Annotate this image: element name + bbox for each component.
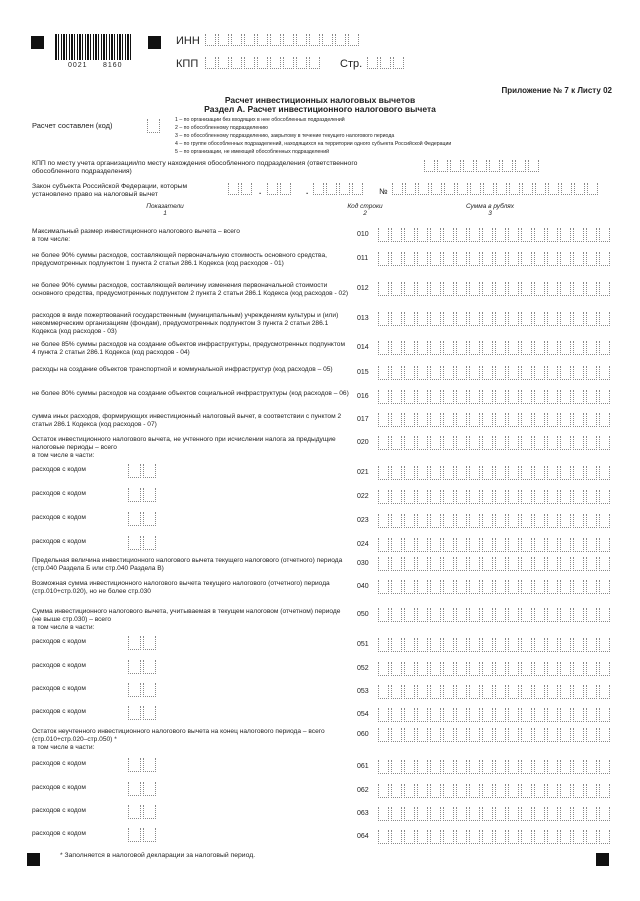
sum-field-022[interactable] xyxy=(378,490,612,504)
row-code-011: 011 xyxy=(357,255,369,262)
row-label-061: расходов с кодом xyxy=(32,760,86,767)
sum-field-023[interactable] xyxy=(378,514,612,528)
row-label-051: расходов с кодом xyxy=(32,638,86,645)
kpp-label: КПП xyxy=(176,58,199,70)
sum-field-050[interactable] xyxy=(378,608,612,622)
kpp-branch-field[interactable] xyxy=(424,160,541,172)
sum-field-010[interactable] xyxy=(378,228,612,242)
expense-code-field-022[interactable] xyxy=(128,488,158,502)
row-code-060: 060 xyxy=(357,731,369,738)
appendix-label: Приложение № 7 к Листу 02 xyxy=(501,86,612,95)
calc-option-2: 2 – по обособленному подразделению xyxy=(175,125,268,131)
row-label-014: не более 85% суммы расходов на создание объектов инфраструктуры, предусмотренных подпунктом 4 пункта 2 статьи 286.1 Кодекса (код расходов - 04) xyxy=(32,341,345,356)
sum-field-012[interactable] xyxy=(378,282,612,296)
row-code-050: 050 xyxy=(357,611,369,618)
barcode-number-right: 8160 xyxy=(103,62,123,69)
row-code-015: 015 xyxy=(357,369,369,376)
row-label-013: расходов в виде пожертвований государственным (муниципальным) учреждениям культуры и (или) некоммерческим организациям (фондам), предусмотренных подпунктом 3 пункта 2 статьи 286.1 Кодекса (код расходов - 03) xyxy=(32,312,339,335)
row-code-010: 010 xyxy=(357,231,369,238)
row-code-030: 030 xyxy=(357,560,369,567)
sum-field-016[interactable] xyxy=(378,390,612,404)
expense-code-field-054[interactable] xyxy=(128,706,158,720)
row-label-052: расходов с кодом xyxy=(32,662,86,669)
registration-marker-top-right xyxy=(148,36,161,49)
row-label-062: расходов с кодом xyxy=(32,784,86,791)
sum-field-013[interactable] xyxy=(378,312,612,326)
inn-label: ИНН xyxy=(176,35,200,47)
sum-field-021[interactable] xyxy=(378,466,612,480)
row-label-050: Сумма инвестиционного налогового вычета, учитываемая в текущем налоговом (отчетном) периоде (не выше стр.030) – всего в том числе в части: xyxy=(32,608,341,631)
expense-code-field-064[interactable] xyxy=(128,828,158,842)
calc-code-field[interactable] xyxy=(147,119,162,133)
kpp-field[interactable] xyxy=(205,57,322,69)
sum-field-017[interactable] xyxy=(378,413,612,427)
sum-field-020[interactable] xyxy=(378,436,612,450)
sum-field-054[interactable] xyxy=(378,708,612,722)
footnote: * Заполняется в налоговой декларации за налоговый период. xyxy=(60,852,256,859)
law-date-year-field[interactable] xyxy=(313,183,365,195)
expense-code-field-024[interactable] xyxy=(128,536,158,550)
sum-field-063[interactable] xyxy=(378,807,612,821)
expense-code-field-061[interactable] xyxy=(128,758,158,772)
row-code-022: 022 xyxy=(357,493,369,500)
sum-field-061[interactable] xyxy=(378,760,612,774)
row-label-021: расходов с кодом xyxy=(32,466,86,473)
row-code-052: 052 xyxy=(357,665,369,672)
row-label-010: Максимальный размер инвестиционного налогового вычета – всего в том числе: xyxy=(32,228,240,243)
law-date-separator-2: . xyxy=(306,187,309,196)
row-code-017: 017 xyxy=(357,416,369,423)
registration-marker-bottom-left xyxy=(27,853,40,866)
expense-code-field-051[interactable] xyxy=(128,636,158,650)
row-code-013: 013 xyxy=(357,315,369,322)
sum-field-014[interactable] xyxy=(378,341,612,355)
sum-field-024[interactable] xyxy=(378,538,612,552)
row-label-030: Предельная величина инвестиционного налогового вычета текущего налогового (отчетного) периода (стр.040 Раздела Б или стр.040 Раздела В) xyxy=(32,557,343,572)
row-code-053: 053 xyxy=(357,688,369,695)
sum-field-053[interactable] xyxy=(378,685,612,699)
calc-option-1: 1 – по организации без входящих в нее обособленных подразделений xyxy=(175,117,345,123)
law-date-month-field[interactable] xyxy=(267,183,293,195)
law-date-day-field[interactable] xyxy=(228,183,254,195)
row-code-020: 020 xyxy=(357,439,369,446)
calc-code-options xyxy=(175,116,451,156)
calc-code-label: Расчет составлен (код) xyxy=(32,121,113,130)
row-label-023: расходов с кодом xyxy=(32,514,86,521)
row-code-012: 012 xyxy=(357,285,369,292)
expense-code-field-063[interactable] xyxy=(128,805,158,819)
row-code-024: 024 xyxy=(357,541,369,548)
row-code-064: 064 xyxy=(357,833,369,840)
law-number-sign: № xyxy=(379,187,388,196)
inn-field[interactable] xyxy=(205,34,361,46)
calc-option-3: 3 – по обособленному подразделению, закрытому в течение текущего налогового периода xyxy=(175,133,395,139)
sum-field-052[interactable] xyxy=(378,662,612,676)
row-label-012: не более 90% суммы расходов, составляющей величину изменения первоначальной стоимости основного средства, предусмотренных подпунктом 2 пункта 2 статьи 286.1 Кодекса (код расходов - 02) xyxy=(32,282,349,297)
row-code-021: 021 xyxy=(357,469,369,476)
registration-marker-top-left xyxy=(31,36,44,49)
row-code-040: 040 xyxy=(357,583,369,590)
sum-field-015[interactable] xyxy=(378,366,612,380)
sum-field-062[interactable] xyxy=(378,784,612,798)
row-label-024: расходов с кодом xyxy=(32,538,86,545)
barcode-number-left: 0021 xyxy=(68,62,88,69)
row-code-061: 061 xyxy=(357,763,369,770)
row-label-053: расходов с кодом xyxy=(32,685,86,692)
registration-marker-bottom-right xyxy=(596,853,609,866)
sum-field-011[interactable] xyxy=(378,252,612,266)
row-label-017: сумма иных расходов, формирующих инвестиционный налоговый вычет, в соответствии с пунктом 2 статьи 286.1 Кодекса (код расходов - 07) xyxy=(32,413,342,428)
column-header-sum: Сумма в рублях 3 xyxy=(465,203,515,217)
sum-field-051[interactable] xyxy=(378,638,612,652)
row-label-022: расходов с кодом xyxy=(32,490,86,497)
row-label-016: не более 80% суммы расходов на создание объектов социальной инфраструктуры (код расходов – 06) xyxy=(32,390,349,397)
page-label: Стр. xyxy=(340,58,363,70)
row-code-014: 014 xyxy=(357,344,369,351)
row-code-023: 023 xyxy=(357,517,369,524)
law-number-field[interactable] xyxy=(392,183,600,195)
barcode-image xyxy=(55,34,131,60)
expense-code-field-021[interactable] xyxy=(128,464,158,478)
sum-field-060[interactable] xyxy=(378,728,612,742)
expense-code-field-053[interactable] xyxy=(128,683,158,697)
sum-field-064[interactable] xyxy=(378,830,612,844)
calc-option-4: 4 – по группе обособленных подразделений, находящихся на территории одного субъекта Российской Федерации xyxy=(175,141,452,147)
row-label-060: Остаток неучтенного инвестиционного налогового вычета на конец налогового периода – всего (стр.010+стр.020–стр.050) * в том числе в части: xyxy=(32,728,325,751)
row-code-051: 051 xyxy=(357,641,369,648)
law-date-separator-1: . xyxy=(259,187,262,196)
sum-field-040[interactable] xyxy=(378,580,612,594)
page-number-field[interactable] xyxy=(367,57,406,69)
law-label: Закон субъекта Российской Федерации, которым установлено право на налоговый вычет xyxy=(32,183,188,198)
row-label-040: Возможная сумма инвестиционного налогового вычета текущего налогового (отчетного) периода (стр.010+стр.020), но не более стр.030 xyxy=(32,580,330,595)
column-header-code: Код строки 2 xyxy=(347,203,383,217)
expense-code-field-062[interactable] xyxy=(128,782,158,796)
row-code-054: 054 xyxy=(357,711,369,718)
row-label-020: Остаток инвестиционного налогового вычета, не учтенного при исчислении налога за предыдущие налоговые периоды – всего в том числе в части: xyxy=(32,436,336,459)
section-title: Раздел А. Расчет инвестиционного налогового вычета xyxy=(204,104,436,114)
row-label-063: расходов с кодом xyxy=(32,807,86,814)
row-label-054: расходов с кодом xyxy=(32,708,86,715)
row-code-063: 063 xyxy=(357,810,369,817)
form-title: Расчет инвестиционных налоговых вычетов xyxy=(224,95,416,105)
row-code-016: 016 xyxy=(357,393,369,400)
row-label-015: расходы на создание объектов транспортной и коммунальной инфраструктур (код расходов – 05) xyxy=(32,366,333,373)
sum-field-030[interactable] xyxy=(378,557,612,571)
row-label-064: расходов с кодом xyxy=(32,830,86,837)
expense-code-field-023[interactable] xyxy=(128,512,158,526)
kpp-branch-label: КПП по месту учета организации/по месту нахождения обособленного подразделения (ответственного обособленного подразделения) xyxy=(32,160,358,175)
row-label-011: не более 90% суммы расходов, составляющей первоначальную стоимость основного средства, предусмотренных подпунктом 1 пункта 2 статьи 286.1 Кодекса (код расходов - 01) xyxy=(32,252,327,267)
column-header-indicators: Показатели 1 xyxy=(146,203,184,217)
expense-code-field-052[interactable] xyxy=(128,660,158,674)
row-code-062: 062 xyxy=(357,787,369,794)
calc-option-5: 5 – по организации, не имеющей обособленных подразделений xyxy=(175,149,330,155)
